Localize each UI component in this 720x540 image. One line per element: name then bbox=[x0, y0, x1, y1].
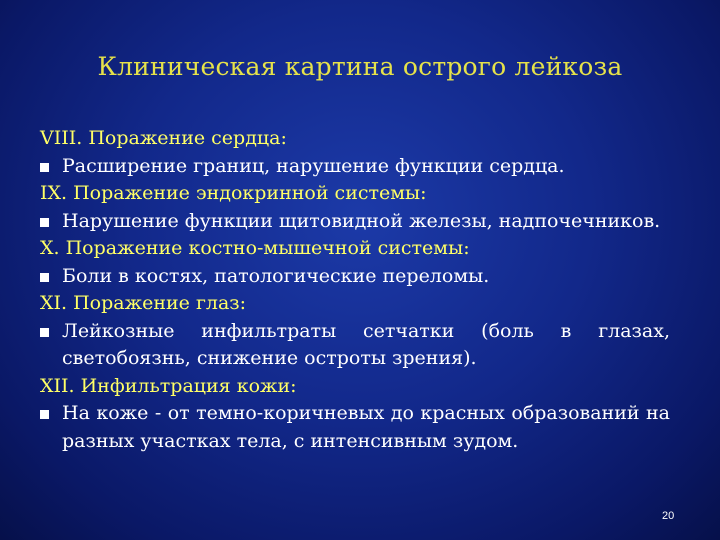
square-bullet-icon bbox=[40, 163, 49, 172]
section-heading-endocrine: IX. Поражение эндокринной системы: bbox=[40, 182, 427, 204]
bullet-text: Боли в костях, патологические переломы. bbox=[62, 264, 490, 287]
square-bullet-icon bbox=[40, 328, 49, 337]
section-heading-eyes: XI. Поражение глаз: bbox=[40, 292, 247, 314]
section-heading-musculoskeletal: X. Поражение костно-мышечной системы: bbox=[40, 237, 470, 259]
bullet-text: Нарушение функции щитовидной железы, надпочечников. bbox=[62, 209, 661, 232]
slide-content bbox=[40, 125, 670, 455]
section-heading-skin: XII. Инфильтрация кожи: bbox=[40, 374, 297, 397]
square-bullet-icon bbox=[40, 273, 49, 282]
bullet-text: На коже - от темно-коричневых до красных образований на разных участках тела, с интенсивным зудом. bbox=[62, 402, 670, 452]
square-bullet-icon bbox=[40, 410, 49, 419]
bullet-item-musculoskeletal bbox=[40, 263, 670, 291]
bullet-text: Лейкозные инфильтраты сетчатки (боль в глазах, светобоязнь, снижение остроты зрения). bbox=[62, 319, 670, 369]
bullet-item-skin bbox=[40, 400, 670, 455]
slide-title: Клиническая картина острого лейкоза bbox=[97, 52, 623, 81]
bullet-text: Расширение границ, нарушение функции сердца. bbox=[62, 154, 565, 177]
page-number: 20 bbox=[662, 510, 675, 522]
bullet-item-heart bbox=[40, 153, 670, 181]
square-bullet-icon bbox=[40, 218, 49, 227]
section-heading-heart: VIII. Поражение сердца: bbox=[40, 127, 287, 149]
bullet-item-eyes bbox=[40, 318, 670, 373]
bullet-item-endocrine bbox=[40, 208, 670, 236]
